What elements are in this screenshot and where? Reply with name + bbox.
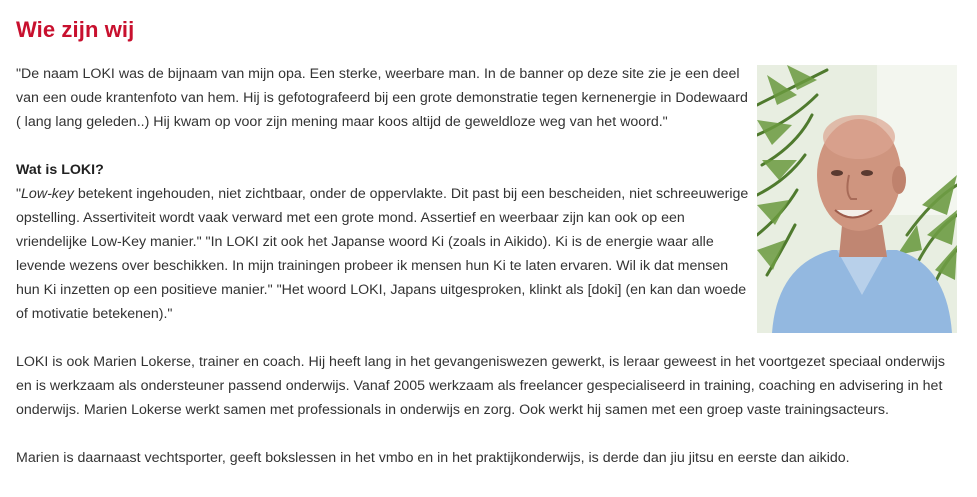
about-paragraph-1: LOKI is ook Marien Lokerse, trainer en coach. Hij heeft lang in het gevangeniswezen gewerkt, is leraar geweest in het voortgezet speciaal onderwijs en is werkzaam als ondersteuner passend onderwijs. Vanaf 2005 werkzaam als freelancer gespecialiseerd in training, coaching en advisering in het onderwijs. Marien Lokerse werkt samen met professionals in onderwijs en zorg. Ook werkt hij samen met een groep vaste trainingsacteurs. [16,354,945,418]
intro-paragraph: "De naam LOKI was de bijnaam van mijn opa. Een sterke, weerbare man. In de banner op deze site zie je een deel van een oude krantenfoto van hem. Hij is gefotografeerd bij een grote demonstratie tegen kernenergie in Dodewaard ( lang lang geleden..) Hij kwam op voor zijn mening maar koos altijd de geweldloze weg van het woord." [16,66,748,130]
low-key-emphasis: Low-key [21,186,74,202]
left-eye [831,170,843,176]
ear [892,166,906,194]
what-is-paragraph-text: betekent ingehouden, niet zichtbaar, onder de oppervlakte. Dit past bij een bescheiden, niet schreeuwerige opstelling. Assertiviteit wordt vaak verward met een grote mond. Assertief en weerbaar zijn kan ook op een vriendelijke Low-Key manier." "In LOKI zit ook het Japanse woord Ki (zoals in Aikido). Ki is de energie waar alle levende wezens over beschikken. In mijn trainingen probeer ik mensen hun Ki te laten ervaren. Wil ik dat mensen hun Ki inzetten op een positieve manier." "Het woord LOKI, Japans uitgesproken, klinkt als [doki] (en kan dan woede of motivatie betekenen)." [16,186,749,322]
what-is-heading: Wat is LOKI? [16,162,104,178]
paragraph-gap [16,422,960,446]
right-eye [861,170,873,176]
page-title: Wie zijn wij [16,17,135,42]
portrait-photo [757,65,957,333]
quote-mark: " [16,186,22,202]
what-is-paragraph [16,182,751,326]
portrait-illustration [757,65,957,333]
about-paragraph-2: Marien is daarnaast vechtsporter, geeft bokslessen in het vmbo en in het praktijkonderwijs, is derde dan jiu jitsu en eerste dan aikido. [16,450,850,466]
forehead-highlight [823,115,895,159]
